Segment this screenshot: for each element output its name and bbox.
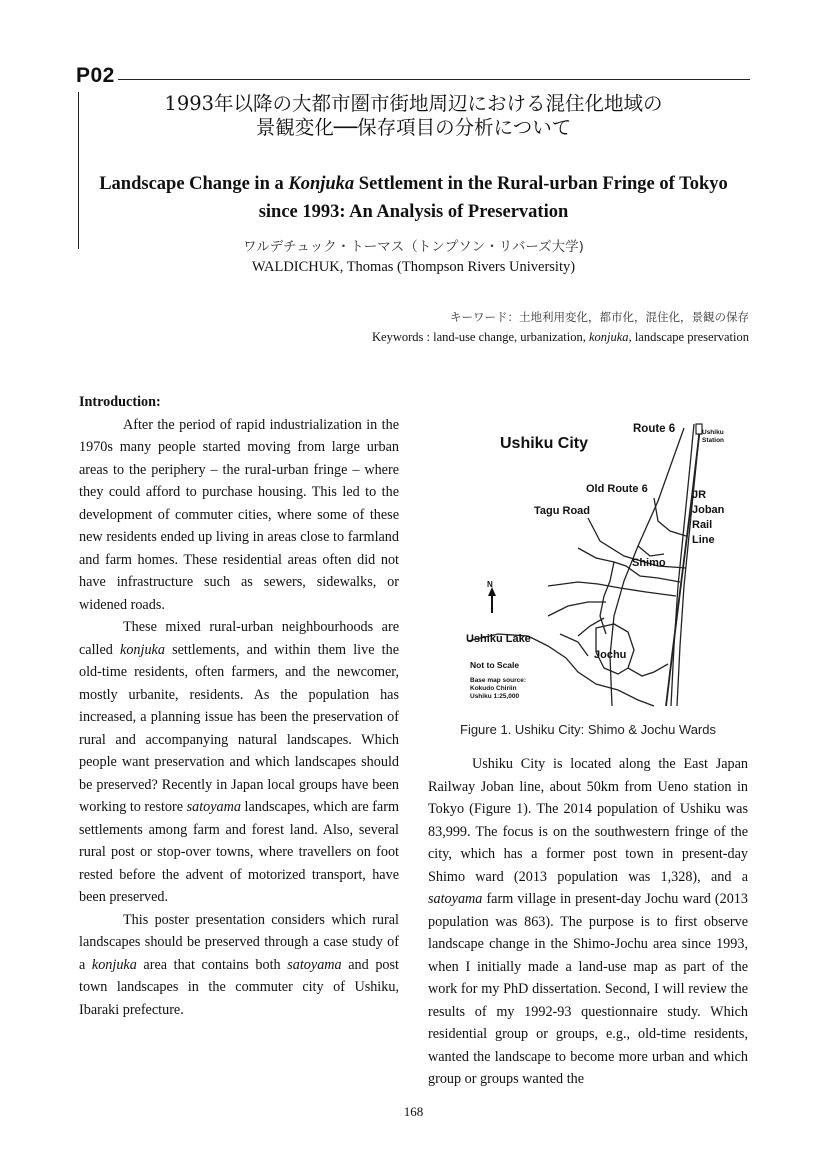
intro-paragraph-1: After the period of rapid industrialization in the 1970s many people started moving from large urban areas to the periphery – the rural-urban fringe – where they could afford to purchase housing. This led to the development of commuter cities, where some of these new residents ended up living in areas close to farmland and farm homes. These residential areas often did not have infrastructure such as sewers, sidewalks, or widened roads. [79,416,399,613]
right-column [428,753,748,1091]
header-rule [118,79,750,80]
map-source-line3: Ushiku 1:25,000 [470,693,520,700]
figure-caption: Figure 1. Ushiku City: Shimo & Jochu Wards [460,722,716,737]
body-paragraph: Ushiku City is located along the East Japan Railway Joban line, about 50km from Ueno station in Tokyo (Figure 1). The 2014 population of Ushiku was 83,999. The focus is on the southwestern fringe of the city, which has a former post town in present-day Shimo ward (2013 population was 1,328), and a satoyama farm village in present-day Jochu ward (2013 population was 863). The purpose is to first observe landscape change in the Shimo-Jochu area since 1993, when I initially made a land-use map as part of the work for my PhD dissertation. Second, I will review the results of my 1992-93 questionnaire study. Which residential group or groups, e.g., old-time residents, wanted the landscape to become more urban and which group or groups wanted the [428,756,748,1087]
map-title: Ushiku City [500,435,589,452]
map-source-line1: Base map source: [470,677,526,684]
japanese-title [100,92,727,140]
map-not-to-scale: Not to Scale [470,660,520,670]
map-label-north: N [487,580,493,589]
author-japanese: ワルデチュック・トーマス（トンプソン・リバーズ大学) [243,239,584,255]
map-label-tagu-road: Tagu Road [534,505,591,517]
english-title-line2: since 1993: An Analysis of Preservation [258,202,569,222]
map-label-station-line1: Ushiku [702,429,724,436]
left-column [79,391,399,1021]
map-label-jr-line4: Line [692,534,715,546]
introduction-heading: Introduction: [79,394,161,410]
page-number: 168 [403,1104,424,1119]
japanese-title-line1: 1993年以降の大都市圏市街地周辺における混住化地域の [164,92,663,115]
intro-paragraph-2: These mixed rural-urban neighbourhoods are called konjuka settlements, and within them live the old-time residents, often farmers, and the newcomer, mostly urbanite, residents. As the population has increased, a planning issue has been the preservation of rural and accompanying natural landscapes. Which people want preservation and which landscapes should be preserved? Recently in Japan local groups have been working to restore satoyama landscapes, which are farm settlements among farm and forest land. Also, several rural post or stop-over towns, where travellers on foot rested before the advent of motorized transport, have been preserved. [79,619,399,905]
intro-paragraph-3: This poster presentation considers which rural landscapes should be preserved through a case study of a konjuka area that contains both satoyama and post town landscapes in the commuter city of Ushiku, Ibaraki prefecture. [79,911,399,1018]
map-label-jochu: Jochu [594,649,627,661]
map-label-jr-line1: JR [692,489,707,501]
poster-id: P02 [76,64,115,87]
keywords-english: Keywords : land-use change, urbanization, konjuka, landscape preservation [372,330,749,344]
map-label-route-6: Route 6 [633,423,676,435]
map-label-old-route-6: Old Route 6 [586,483,648,495]
title-side-rule [78,92,79,249]
ushiku-city-map [428,406,748,712]
map-label-jr-line3: Rail [692,519,713,531]
map-label-shimo: Shimo [632,557,666,569]
map-label-station-line2: Station [702,437,725,444]
map-source-line2: Kokudo Chiriin [470,685,517,692]
japanese-title-line2: 景観変化──保存項目の分析について [255,116,572,139]
map-label-jr-line2: Joban [692,504,725,516]
keywords-japanese: キーワード：土地利用変化，都市化，混住化，景観の保存 [450,310,749,324]
english-title-line1: Landscape Change in a Konjuka Settlement in the Rural-urban Fringe of Tokyo [99,174,728,194]
author-english: WALDICHUK, Thomas (Thompson Rivers University) [251,259,576,275]
english-title [80,170,747,226]
north-arrow-icon [488,587,496,613]
map-label-ushiku-lake: Ushiku Lake [466,633,531,645]
